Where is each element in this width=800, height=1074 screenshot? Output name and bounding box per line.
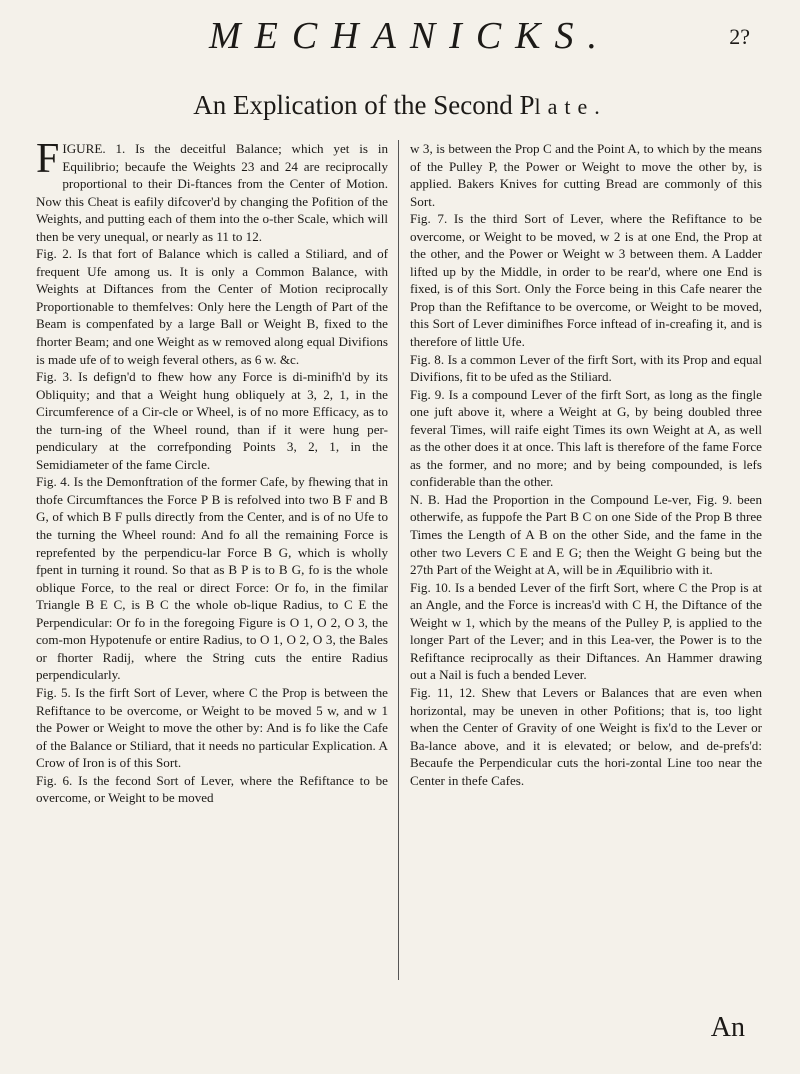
paragraph-fig-7: Fig. 7. Is the third Sort of Lever, where the Refiftance to be overcome, or Weight to be moved, w 2 is at one End, the Prop at the other, and the Power or Weight w 3 between them. A Ladder lifted up by the Middle, in order to be rear'd, where one End is fixed, is of this Sort. Only the Force being in this Cafe nearer the Prop than the Refiftance to be overcome, or Weight to be moved, this Sort of Lever diminifhes Force inftead of in-creafing it, and is therefore of little Ufe.: [410, 211, 762, 350]
column-divider: [398, 140, 399, 980]
page-number: 2?: [729, 24, 750, 49]
paragraph-fig-2: Fig. 2. Is that fort of Balance which is called a Stiliard, and of frequent Ufe among us. It is only a Common Balance, with Weights at Diftances from the Center of Motion reciprocally Proportionable to themfelves: Only here the Length of Part of the Beam is compenfated by a large Ball or Weight B, fixed to the fhorter Beam; and one Weight as w removed along equal Divifions is made ufe of to weigh feveral others, as 6 w. &c.: [36, 246, 388, 367]
paragraph-fig-9: Fig. 9. Is a compound Lever of the firft Sort, as long as the fingle one juft above it, where a Weight at G, by being doubled three feveral Times, will raife eight Times its own Weight at A, as well as the other does it at once. This laft is therefore of the fame Force as the former, and no more; and by being compounded, is lefs confiderable than the other.: [410, 386, 762, 490]
section-title-small-caps: late.: [534, 94, 607, 119]
paragraph-fig-4: Fig. 4. Is the Demonftration of the former Cafe, by fhewing that in thofe Circumftances the Force P B is refolved into two B F and B G, of which B F pulls directly from the Center, and is of no Ufe to the turning the Wheel round: And fo all the remaining Force is reprefented by the perpendicu-lar Force B G, which is wholly fpent in turning it round. So that as B P is to B G, fo is the whole oblique Force, to the real or direct Force: Or fo, in the fimilar Triangle B E C, is B C the whole ob-lique Radius, to C E the Perpendicular: Or fo in the foregoing Figure is O 1, O 2, O 3, the com-mon Hypotenufe or entire Radius, to O 1, O 2, O 3, the Bales or fhorter Radij, where the String cuts the entire Radius perpendicularly.: [36, 474, 388, 683]
paragraph-fig-8: Fig. 8. Is a common Lever of the firft Sort, with its Prop and equal Divifions, fit to be ufed as the Stiliard.: [410, 351, 762, 385]
paragraph-fig-11-12: Fig. 11, 12. Shew that Levers or Balances that are even when horizontal, may be uneven in other Pofitions; that is, too light when the Center of Gravity of one Weight is fix'd to the Lever or Ba-lance above, and it is elevated; or below, and de-prefs'd: Becaufe the Perpendicular cuts the hori-zontal Line too near the Center in thefe Cafes.: [410, 684, 762, 788]
paragraph-fig-6-cont: w 3, is between the Prop C and the Point A, to which by the means of the Pulley P, the Power or Weight to move the other by, is applied. Bakers Knives for cutting Bread are commonly of this Sort.: [410, 141, 762, 209]
paragraph-fig-10: Fig. 10. Is a bended Lever of the firft Sort, where C the Prop is at an Angle, and the Force is increas'd with C H, the Diftance of the Weight w 1, which by the means of the Pulley P, is applied to the longer Part of the Lever; and in this Lea-ver, the Power is to the Refiftance reciprocally as their Diftances. An Hammer drawing out a Nail is fuch a bended Lever.: [410, 579, 762, 683]
paragraph-fig-3: Fig. 3. Is defign'd to fhew how any Force is di-minifh'd by its Obliquity; and that a Weight hung obliquely at 3, 2, 1, in the Circumference of a Cir-cle or Wheel, is of no more Efficacy, as to the turn-ing of the Wheel round, than if it were hung per-pendiculary at the correfponding Points 3, 2, 1, in the Semidiameter of the fame Circle.: [36, 369, 388, 472]
section-title-main: An Explication of the Second P: [193, 90, 535, 120]
paragraph-fig-6: Fig. 6. Is the fecond Sort of Lever, where the Refiftance to be overcome, or Weight to be moved: [36, 772, 388, 806]
section-title: [40, 90, 760, 121]
catchword: An: [710, 1012, 745, 1043]
paragraph-fig-5: Fig. 5. Is the firft Sort of Lever, where C the Prop is between the Refiftance to be overcome, or Weight to be moved 5 w, and w 1 the Power or Weight to move the other by: And is fo like the Cafe of the Balance or Stiliard, that it needs no particular Explication. A Crow of Iron is of this Sort.: [36, 684, 388, 771]
paragraph-nota-bene: N. B. Had the Proportion in the Compound Le-ver, Fig. 9. been otherwife, as fuppofe the Part B C on one Side of the Prop B three Times the Length of A B on the other Side, and the fame in the other two Levers C E and E G; then the Weight G being but the 27th Part of the Weight at A, will be in Æquilibrio with it.: [410, 491, 762, 578]
left-column: [36, 136, 388, 807]
drop-cap: F: [36, 136, 60, 182]
right-column: [410, 140, 762, 789]
paragraph-text: IGURE. 1. Is the deceitful Balance; which yet is in Equilibrio; becaufe the Weights 23 and 24 are reciprocally proportional to their Di-ftances from the Center of Motion. Now this Cheat is eafily difcover'd by changing the Pofition of the Weights, and putting each of them into the o-ther Scale, which will then be very unequal, or nearly as 11 to 12.: [36, 141, 388, 244]
paragraph-fig-1: [36, 136, 388, 245]
running-head: MECHANICKS.: [208, 15, 612, 57]
